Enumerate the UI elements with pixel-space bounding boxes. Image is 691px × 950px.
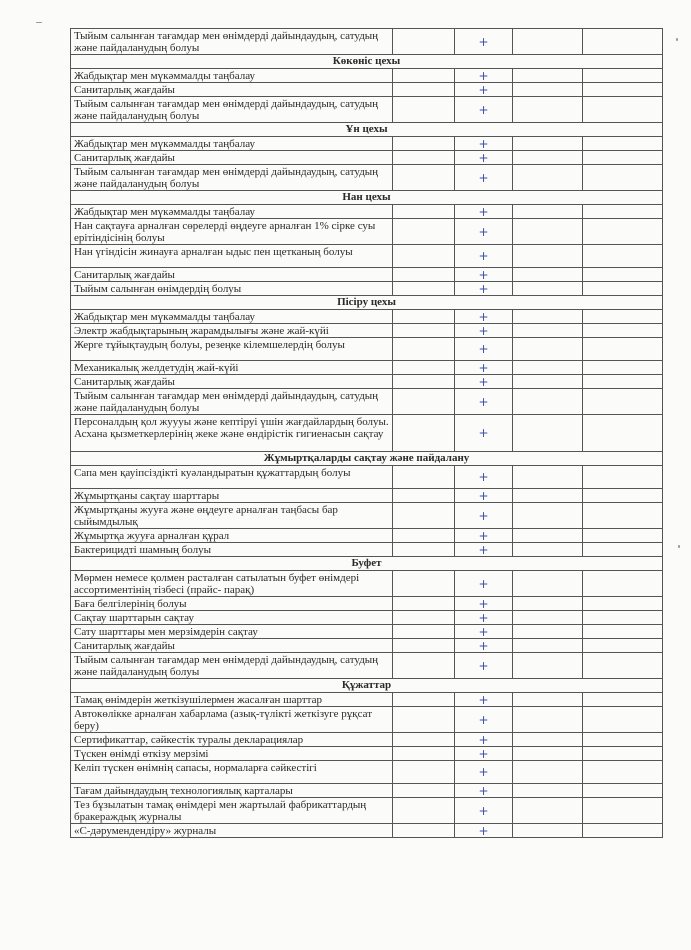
requirement-text: Жерге тұйықтаудың болуы, резеңке кілемшелердің болуы <box>71 338 393 361</box>
compliance-mark: + <box>455 489 513 503</box>
checklist-row <box>71 389 663 415</box>
empty-cell <box>393 733 455 747</box>
empty-cell <box>583 219 663 245</box>
checklist-row <box>71 97 663 123</box>
empty-cell <box>393 761 455 784</box>
empty-cell <box>513 97 583 123</box>
empty-cell <box>393 571 455 597</box>
requirement-text: Нан сақтауға арналған сөрелерді өңдеуге арналған 1% сірке суы ерітіндісінің болуы <box>71 219 393 245</box>
requirement-text: Баға белгілерінің болуы <box>71 597 393 611</box>
compliance-mark: + <box>455 466 513 489</box>
requirement-text: Тыйым салынған өнімдердің болуы <box>71 282 393 296</box>
empty-cell <box>513 375 583 389</box>
empty-cell <box>583 375 663 389</box>
scan-speck <box>678 545 680 548</box>
empty-cell <box>513 83 583 97</box>
empty-cell <box>583 784 663 798</box>
compliance-mark: + <box>455 733 513 747</box>
checklist-row <box>71 824 663 838</box>
checklist-row <box>71 310 663 324</box>
empty-cell <box>513 571 583 597</box>
empty-cell <box>513 529 583 543</box>
requirement-text: Автокөлікке арналған хабарлама (азық-түлікті жеткізуге рұқсат беру) <box>71 707 393 733</box>
compliance-mark: + <box>455 310 513 324</box>
compliance-mark: + <box>455 97 513 123</box>
empty-cell <box>393 375 455 389</box>
empty-cell <box>393 151 455 165</box>
empty-cell <box>393 137 455 151</box>
empty-cell <box>583 707 663 733</box>
empty-cell <box>393 529 455 543</box>
empty-cell <box>583 733 663 747</box>
checklist-row <box>71 798 663 824</box>
empty-cell <box>583 571 663 597</box>
checklist-row <box>71 245 663 268</box>
empty-cell <box>583 338 663 361</box>
checklist-row <box>71 361 663 375</box>
requirement-text: Тағам дайындаудың технологиялық карталары <box>71 784 393 798</box>
checklist-body <box>71 29 663 838</box>
empty-cell <box>393 747 455 761</box>
empty-cell <box>393 83 455 97</box>
empty-cell <box>513 611 583 625</box>
requirement-text: Нан үгіндісін жинауға арналған ыдыс пен щетканың болуы <box>71 245 393 268</box>
compliance-mark: + <box>455 282 513 296</box>
compliance-mark: + <box>455 611 513 625</box>
empty-cell <box>393 69 455 83</box>
empty-cell <box>513 29 583 55</box>
empty-cell <box>513 597 583 611</box>
requirement-text: Санитарлық жағдайы <box>71 83 393 97</box>
checklist-row <box>71 597 663 611</box>
empty-cell <box>513 707 583 733</box>
checklist-row <box>71 489 663 503</box>
empty-cell <box>513 625 583 639</box>
requirement-text: Сату шарттары мен мерзімдерін сақтау <box>71 625 393 639</box>
empty-cell <box>513 268 583 282</box>
requirement-text: Жабдықтар мен мүкәммалды таңбалау <box>71 137 393 151</box>
checklist-row <box>71 503 663 529</box>
empty-cell <box>513 389 583 415</box>
empty-cell <box>583 639 663 653</box>
checklist-row <box>71 151 663 165</box>
section-header <box>71 123 663 137</box>
checklist-row <box>71 219 663 245</box>
empty-cell <box>513 245 583 268</box>
section-title: Ұн цехы <box>71 123 663 137</box>
section-header <box>71 296 663 310</box>
compliance-mark: + <box>455 389 513 415</box>
empty-cell <box>513 69 583 83</box>
empty-cell <box>393 625 455 639</box>
empty-cell <box>513 798 583 824</box>
empty-cell <box>393 503 455 529</box>
requirement-text: Персоналдың қол жуууы және кептіруі үшін жағдайлардың болуы. Асхана қызметкерлерінің жеке және өндірістік гигиенасын сақтау <box>71 415 393 452</box>
compliance-mark: + <box>455 798 513 824</box>
empty-cell <box>583 503 663 529</box>
empty-cell <box>393 784 455 798</box>
scan-speck <box>36 22 42 23</box>
checklist-row <box>71 282 663 296</box>
section-header <box>71 679 663 693</box>
empty-cell <box>393 611 455 625</box>
checklist-row <box>71 165 663 191</box>
section-header <box>71 452 663 466</box>
empty-cell <box>513 693 583 707</box>
compliance-mark: + <box>455 83 513 97</box>
compliance-mark: + <box>455 597 513 611</box>
empty-cell <box>513 653 583 679</box>
empty-cell <box>393 653 455 679</box>
empty-cell <box>393 219 455 245</box>
checklist-row <box>71 761 663 784</box>
checklist-sheet <box>70 28 662 838</box>
empty-cell <box>393 798 455 824</box>
empty-cell <box>583 747 663 761</box>
empty-cell <box>583 29 663 55</box>
empty-cell <box>583 245 663 268</box>
compliance-mark: + <box>455 29 513 55</box>
empty-cell <box>513 747 583 761</box>
requirement-text: Санитарлық жағдайы <box>71 639 393 653</box>
empty-cell <box>513 415 583 452</box>
compliance-mark: + <box>455 268 513 282</box>
empty-cell <box>583 466 663 489</box>
empty-cell <box>513 761 583 784</box>
requirement-text: Тыйым салынған тағамдар мен өнімдерді дайындаудың, сатудың және пайдаланудың болуы <box>71 165 393 191</box>
checklist-row <box>71 571 663 597</box>
checklist-row <box>71 268 663 282</box>
empty-cell <box>583 97 663 123</box>
empty-cell <box>513 338 583 361</box>
checklist-row <box>71 543 663 557</box>
requirement-text: Сақтау шарттарын сақтау <box>71 611 393 625</box>
empty-cell <box>513 282 583 296</box>
checklist-row <box>71 324 663 338</box>
requirement-text: Санитарлық жағдайы <box>71 268 393 282</box>
section-header <box>71 191 663 205</box>
empty-cell <box>513 310 583 324</box>
empty-cell <box>393 310 455 324</box>
empty-cell <box>513 733 583 747</box>
requirement-text: Тамақ өнімдерін жеткізушілермен жасалған шарттар <box>71 693 393 707</box>
empty-cell <box>393 466 455 489</box>
empty-cell <box>513 466 583 489</box>
compliance-mark: + <box>455 415 513 452</box>
section-header <box>71 55 663 69</box>
checklist-row <box>71 29 663 55</box>
empty-cell <box>583 361 663 375</box>
empty-cell <box>583 415 663 452</box>
empty-cell <box>393 389 455 415</box>
empty-cell <box>583 597 663 611</box>
checklist-row <box>71 137 663 151</box>
checklist-row <box>71 733 663 747</box>
checklist-row <box>71 466 663 489</box>
requirement-text: Тыйым салынған тағамдар мен өнімдерді дайындаудың, сатудың және пайдаланудың болуы <box>71 653 393 679</box>
empty-cell <box>583 529 663 543</box>
compliance-mark: + <box>455 653 513 679</box>
empty-cell <box>583 165 663 191</box>
empty-cell <box>393 282 455 296</box>
section-title: Жұмыртқаларды сақтау және пайдалану <box>71 452 663 466</box>
checklist-row <box>71 529 663 543</box>
requirement-text: Санитарлық жағдайы <box>71 375 393 389</box>
empty-cell <box>393 165 455 191</box>
requirement-text: Жұмыртқаны жууға және өңдеуге арналған таңбасы бар сыйымдылық <box>71 503 393 529</box>
section-title: Буфет <box>71 557 663 571</box>
checklist-row <box>71 653 663 679</box>
empty-cell <box>583 268 663 282</box>
empty-cell <box>513 543 583 557</box>
empty-cell <box>583 543 663 557</box>
requirement-text: Жұмыртқа жууға арналған құрал <box>71 529 393 543</box>
compliance-mark: + <box>455 824 513 838</box>
empty-cell <box>513 205 583 219</box>
checklist-row <box>71 784 663 798</box>
compliance-mark: + <box>455 639 513 653</box>
checklist-row <box>71 375 663 389</box>
section-header <box>71 557 663 571</box>
empty-cell <box>583 761 663 784</box>
checklist-row <box>71 338 663 361</box>
empty-cell <box>513 784 583 798</box>
empty-cell <box>513 151 583 165</box>
section-title: Пісіру цехы <box>71 296 663 310</box>
empty-cell <box>513 489 583 503</box>
empty-cell <box>583 282 663 296</box>
empty-cell <box>583 489 663 503</box>
empty-cell <box>583 324 663 338</box>
empty-cell <box>583 653 663 679</box>
checklist-row <box>71 747 663 761</box>
requirement-text: Электр жабдықтарының жарамдылығы және жай-күйі <box>71 324 393 338</box>
empty-cell <box>583 151 663 165</box>
empty-cell <box>513 324 583 338</box>
checklist-row <box>71 693 663 707</box>
empty-cell <box>583 83 663 97</box>
empty-cell <box>393 707 455 733</box>
checklist-row <box>71 707 663 733</box>
empty-cell <box>513 361 583 375</box>
compliance-mark: + <box>455 625 513 639</box>
requirement-text: Тыйым салынған тағамдар мен өнімдерді дайындаудың, сатудың және пайдаланудың болуы <box>71 29 393 55</box>
empty-cell <box>393 97 455 123</box>
empty-cell <box>583 389 663 415</box>
section-title: Нан цехы <box>71 191 663 205</box>
empty-cell <box>393 245 455 268</box>
requirement-text: Сертификаттар, сәйкестік туралы декларациялар <box>71 733 393 747</box>
requirement-text: Механикалық желдетудің жай-күйі <box>71 361 393 375</box>
section-title: Құжаттар <box>71 679 663 693</box>
checklist-row <box>71 625 663 639</box>
checklist-row <box>71 611 663 625</box>
requirement-text: Тез бұзылатын тамақ өнімдері мен жартылай фабрикаттардың бракераждық журналы <box>71 798 393 824</box>
compliance-mark: + <box>455 761 513 784</box>
compliance-mark: + <box>455 571 513 597</box>
empty-cell <box>393 268 455 282</box>
empty-cell <box>583 611 663 625</box>
empty-cell <box>393 205 455 219</box>
requirement-text: Жабдықтар мен мүкәммалды таңбалау <box>71 310 393 324</box>
requirement-text: Тыйым салынған тағамдар мен өнімдерді дайындаудың, сатудың және пайдаланудың болуы <box>71 97 393 123</box>
requirement-text: Жұмыртқаны сақтау шарттары <box>71 489 393 503</box>
empty-cell <box>393 338 455 361</box>
empty-cell <box>513 137 583 151</box>
empty-cell <box>393 597 455 611</box>
compliance-mark: + <box>455 324 513 338</box>
empty-cell <box>513 824 583 838</box>
requirement-text: Бактерицидті шамның болуы <box>71 543 393 557</box>
compliance-mark: + <box>455 529 513 543</box>
empty-cell <box>393 489 455 503</box>
compliance-mark: + <box>455 165 513 191</box>
empty-cell <box>393 543 455 557</box>
compliance-mark: + <box>455 245 513 268</box>
empty-cell <box>583 693 663 707</box>
checklist-row <box>71 415 663 452</box>
empty-cell <box>583 205 663 219</box>
empty-cell <box>513 219 583 245</box>
scan-speck <box>676 38 678 41</box>
compliance-mark: + <box>455 151 513 165</box>
compliance-mark: + <box>455 205 513 219</box>
checklist-table <box>70 28 663 838</box>
section-title: Көкөніс цехы <box>71 55 663 69</box>
empty-cell <box>513 503 583 529</box>
requirement-text: Түскен өнімді өткізу мерзімі <box>71 747 393 761</box>
empty-cell <box>583 137 663 151</box>
requirement-text: Санитарлық жағдайы <box>71 151 393 165</box>
requirement-text: Сапа мен қауіпсіздікті куәландыратын құжаттардың болуы <box>71 466 393 489</box>
empty-cell <box>583 824 663 838</box>
requirement-text: Жабдықтар мен мүкәммалды таңбалау <box>71 205 393 219</box>
compliance-mark: + <box>455 338 513 361</box>
requirement-text: Мөрмен немесе қолмен расталған сатылатын буфет өнімдері ассортиментінің тізбесі (прайс- парақ) <box>71 571 393 597</box>
checklist-row <box>71 639 663 653</box>
empty-cell <box>583 798 663 824</box>
empty-cell <box>583 69 663 83</box>
empty-cell <box>393 29 455 55</box>
empty-cell <box>393 639 455 653</box>
requirement-text: Келіп түскен өнімнің сапасы, нормаларға сәйкестігі <box>71 761 393 784</box>
empty-cell <box>513 165 583 191</box>
compliance-mark: + <box>455 503 513 529</box>
empty-cell <box>513 639 583 653</box>
compliance-mark: + <box>455 747 513 761</box>
compliance-mark: + <box>455 361 513 375</box>
empty-cell <box>583 310 663 324</box>
compliance-mark: + <box>455 784 513 798</box>
checklist-row <box>71 205 663 219</box>
checklist-row <box>71 69 663 83</box>
compliance-mark: + <box>455 219 513 245</box>
requirement-text: «С-дәрумендендіру» журналы <box>71 824 393 838</box>
compliance-mark: + <box>455 693 513 707</box>
empty-cell <box>393 824 455 838</box>
compliance-mark: + <box>455 543 513 557</box>
empty-cell <box>583 625 663 639</box>
compliance-mark: + <box>455 707 513 733</box>
empty-cell <box>393 415 455 452</box>
empty-cell <box>393 693 455 707</box>
empty-cell <box>393 361 455 375</box>
compliance-mark: + <box>455 375 513 389</box>
requirement-text: Тыйым салынған тағамдар мен өнімдерді дайындаудың, сатудың және пайдаланудың болуы <box>71 389 393 415</box>
requirement-text: Жабдықтар мен мүкәммалды таңбалау <box>71 69 393 83</box>
empty-cell <box>393 324 455 338</box>
checklist-row <box>71 83 663 97</box>
compliance-mark: + <box>455 137 513 151</box>
compliance-mark: + <box>455 69 513 83</box>
